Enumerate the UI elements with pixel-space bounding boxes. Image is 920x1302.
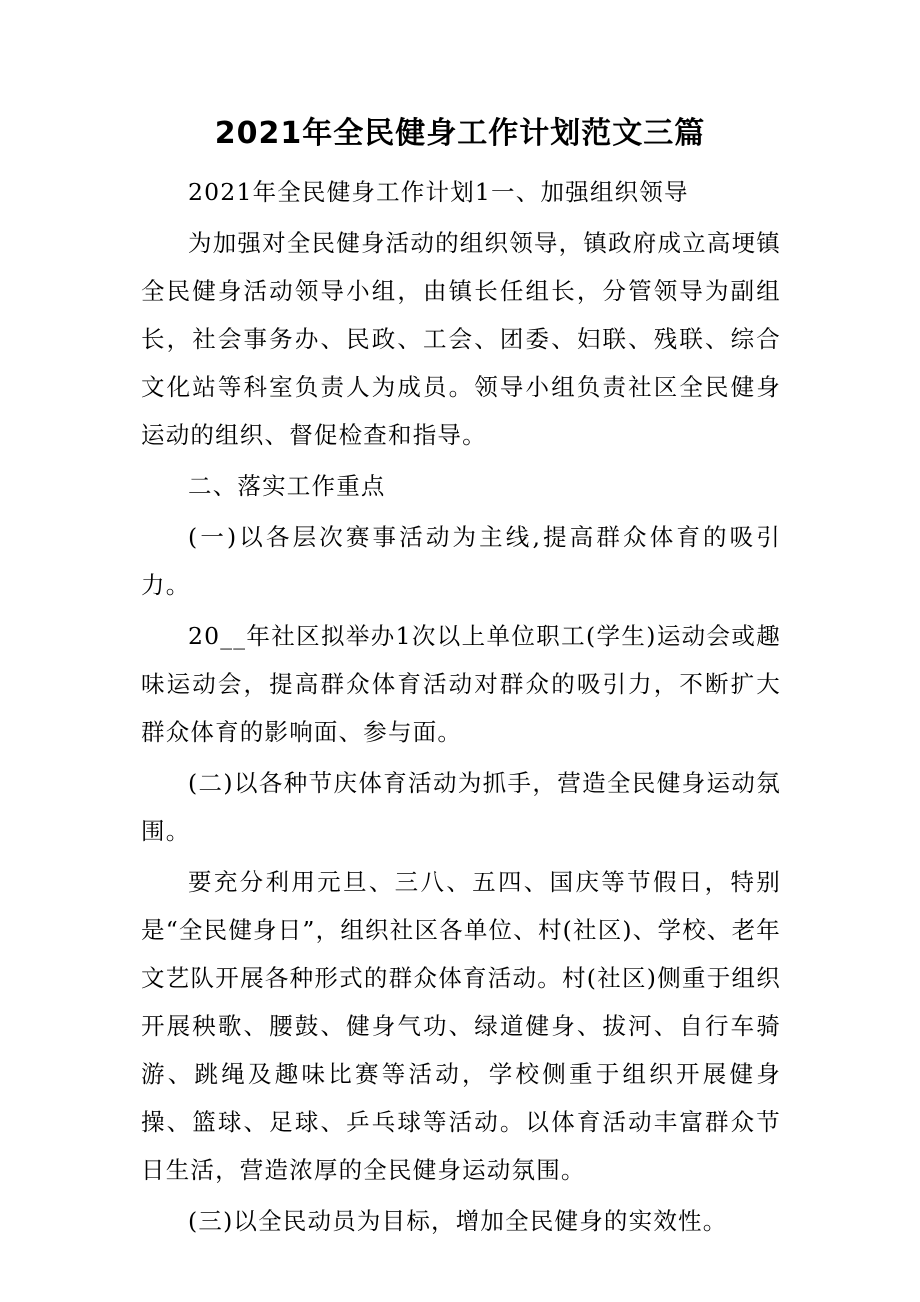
paragraph-section-two-heading: 二、落实工作重点 — [188, 472, 386, 500]
paragraph-festival-activities: 要充分利用元旦、三八、五四、国庆等节假日，特别是“全民健身日”，组织社区各单位、村(社区)、学校、老年文艺队开展各种形式的群众体育活动。村(社区)侧重于组织开展秧歌、腰鼓、健身气功、绿道健身、拔河、自行车骑游、跳绳及趣味比赛等活动，学校侧重于组织开展健身操、篮球、足球、乒乓球等活动。以体育活动丰富群众节日生活，营造浓厚的全民健身运动氛围。 — [141, 868, 781, 1184]
paragraph-sports-meet: 20__年社区拟举办1次以上单位职工(学生)运动会或趣味运动会，提高群众体育活动对群众的吸引力，不断扩大群众体育的影响面、参与面。 — [141, 622, 781, 746]
document-body — [141, 168, 781, 1248]
paragraph-plan-heading: 2021年全民健身工作计划1一、加强组织领导 — [188, 178, 689, 206]
document-title: 2021年全民健身工作计划范文三篇 — [214, 116, 706, 151]
paragraph-organization: 为加强对全民健身活动的组织领导，镇政府成立高埂镇全民健身活动领导小组，由镇长任组长，分管领导为副组长，社会事务办、民政、工会、团委、妇联、残联、综合文化站等科室负责人为成员。领导小组负责社区全民健身运动的组织、督促检查和指导。 — [141, 229, 781, 449]
paragraph-item-three-heading: (三)以全民动员为目标，增加全民健身的实效性。 — [188, 1207, 728, 1235]
paragraph-item-two-heading: (二)以各种节庆体育活动为抓手，营造全民健身运动氛围。 — [141, 769, 781, 845]
paragraph-item-one-heading: (一)以各层次赛事活动为主线,提高群众体育的吸引力。 — [141, 523, 781, 599]
